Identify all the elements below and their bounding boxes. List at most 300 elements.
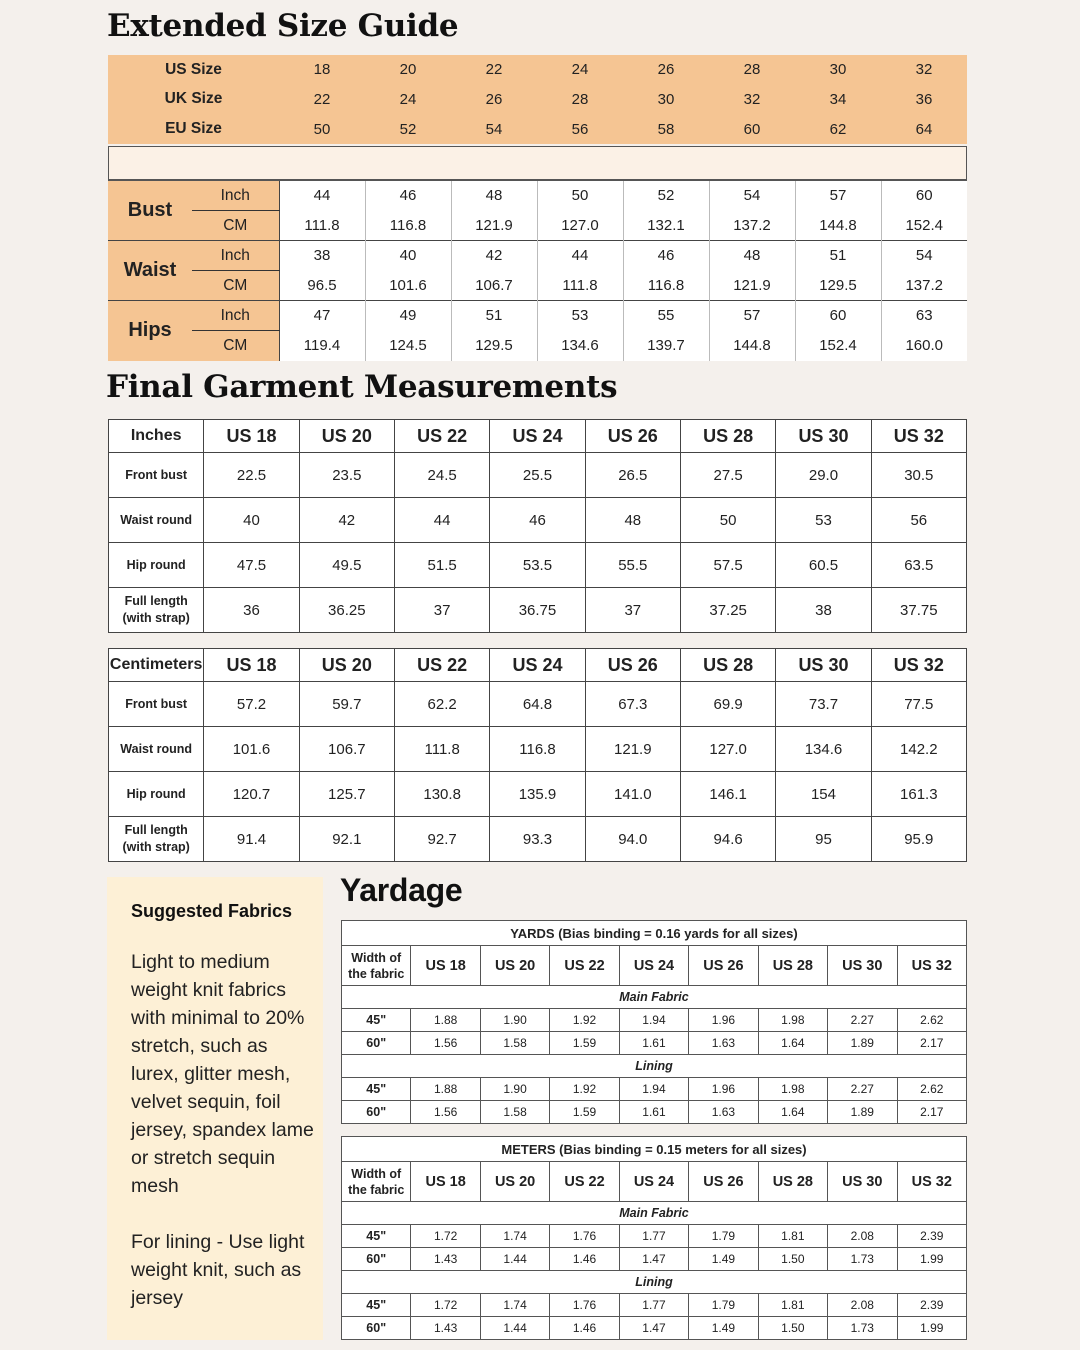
measurement-value: 130.8 [394,772,489,817]
measurement-value: 40 [204,498,299,543]
section-row [342,1202,967,1225]
measurement-value: 141.0 [585,772,680,817]
measurement-value: 50 [680,498,775,543]
size-header: US 28 [680,649,775,682]
measurement-value: 49 [365,301,451,331]
measurement-value: 37.75 [871,588,966,633]
header-line: Width of [351,1166,402,1181]
size-system-label: EU Size [165,120,222,138]
yardage-value: 1.49 [689,1248,758,1271]
fabric-width: 60" [342,1248,411,1271]
measurement-value: 60 [795,301,881,331]
yardage-value: 2.17 [897,1032,967,1055]
size-header: US 26 [689,946,758,986]
yardage-value: 1.81 [758,1225,827,1248]
size-value: 56 [571,120,589,138]
size-header: US 24 [490,649,585,682]
measurement-value: 116.8 [365,211,451,241]
yardage-row [342,1294,967,1317]
measurement-value: 46 [365,181,451,211]
size-header: US 28 [680,420,775,453]
measurement-value: 144.8 [709,331,795,361]
measurement-value: 55 [623,301,709,331]
yardage-value: 1.77 [619,1294,688,1317]
yardage-value: 1.81 [758,1294,827,1317]
size-value: 24 [571,61,589,79]
fabrics-description: Light to medium weight knit fabrics with minimal to 20% stretch, such as lurex, glitter mesh, velvet sequin, foil jersey, spandex lame or stretch sequin mesh [131,951,314,1197]
measurement-value: 146.1 [680,772,775,817]
header-row [342,946,967,986]
measurement-value: 57.5 [680,543,775,588]
yardage-value: 1.89 [828,1032,897,1055]
measurement-row [109,453,967,498]
measurement-value: 137.2 [881,271,967,301]
label-line: Waist round [120,512,193,527]
section-label: Lining [342,1055,967,1078]
yardage-value: 2.08 [828,1225,897,1248]
measurement-row [109,772,967,817]
measurement-value: 46 [490,498,585,543]
size-value: 30 [657,90,675,108]
measurement-value: 91.4 [204,817,299,862]
fabrics-title: Suggested Fabrics [131,901,293,921]
measurement-row [109,588,967,633]
measurement-label [109,588,204,633]
yardage-row [342,1225,967,1248]
size-header: US 24 [490,420,585,453]
measurement-value: 50 [537,181,623,211]
unit-label: CM [192,331,279,361]
measurement-row [108,271,967,301]
measurement-label [109,498,204,543]
measurement-value: 96.5 [279,271,365,301]
header-line: the fabric [348,966,405,981]
yardage-value: 1.56 [411,1032,480,1055]
unit-label: Inch [192,181,279,211]
measurement-value: 23.5 [299,453,394,498]
yardage-row [342,1248,967,1271]
measurement-value: 94.0 [585,817,680,862]
size-header: US 30 [776,420,871,453]
measurement-value: 25.5 [490,453,585,498]
measurement-value: 127.0 [680,727,775,772]
section-label: Lining [342,1271,967,1294]
size-header: US 32 [871,420,966,453]
yardage-value: 1.99 [897,1248,967,1271]
yardage-value: 2.62 [897,1009,967,1032]
measurement-value: 77.5 [871,682,966,727]
yardage-value: 1.77 [619,1225,688,1248]
size-header: US 22 [394,420,489,453]
measurement-value: 44 [394,498,489,543]
yardage-value: 1.46 [550,1317,619,1340]
label-line: (with strap) [122,840,190,854]
fabric-width: 45" [342,1225,411,1248]
measurement-value: 46 [623,241,709,271]
measurement-value: 37 [585,588,680,633]
measurement-value: 48 [585,498,680,543]
size-value: 50 [313,120,331,138]
measurement-value: 101.6 [365,271,451,301]
measurement-value: 54 [881,241,967,271]
yardage-value: 1.89 [828,1101,897,1124]
measurement-row [108,181,967,211]
yardage-value: 1.90 [480,1078,549,1101]
unit-label: CM [192,211,279,241]
size-value: 18 [313,61,331,79]
measurement-value: 53.5 [490,543,585,588]
fabric-width: 60" [342,1317,411,1340]
measurement-label [109,817,204,862]
measurement-value: 92.1 [299,817,394,862]
size-conversion-table [108,55,967,144]
yardage-value: 1.76 [550,1225,619,1248]
size-header: US 22 [550,1162,619,1202]
size-header: US 18 [204,420,299,453]
measurement-value: 111.8 [537,271,623,301]
label-line: Waist round [120,741,193,756]
measurement-value: 57 [709,301,795,331]
measurement-group-label: Hips [108,301,192,361]
yardage-value: 1.47 [619,1317,688,1340]
body-measurements-table [108,180,967,361]
size-row [108,85,967,115]
measurement-value: 116.8 [490,727,585,772]
yardage-value: 2.17 [897,1101,967,1124]
measurement-row [109,543,967,588]
measurement-value: 53 [776,498,871,543]
size-value: 32 [915,61,933,79]
unit-header: Centimeters [109,649,204,682]
measurement-row [108,241,967,271]
measurement-label [109,682,204,727]
size-header: US 32 [897,946,967,986]
measurement-label [109,543,204,588]
measurement-value: 132.1 [623,211,709,241]
yardage-value: 2.27 [828,1009,897,1032]
measurement-row [108,301,967,331]
size-header: US 26 [585,649,680,682]
yardage-value: 2.39 [897,1294,967,1317]
measurement-value: 137.2 [709,211,795,241]
measurement-value: 142.2 [871,727,966,772]
measurement-value: 37.25 [680,588,775,633]
measurement-row [108,331,967,361]
measurement-value: 124.5 [365,331,451,361]
section-label: Main Fabric [342,986,967,1009]
measurement-value: 121.9 [451,211,537,241]
measurement-value: 49.5 [299,543,394,588]
section-row [342,1271,967,1294]
yardage-row [342,1078,967,1101]
size-system-label: US Size [165,60,222,78]
measurement-value: 51 [795,241,881,271]
unit-label: Inch [192,301,279,331]
measurement-value: 30.5 [871,453,966,498]
yardage-value: 2.27 [828,1078,897,1101]
measurement-value: 73.7 [776,682,871,727]
yardage-value: 1.74 [480,1294,549,1317]
measurement-value: 127.0 [537,211,623,241]
yardage-value: 1.61 [619,1032,688,1055]
yardage-value: 1.98 [758,1009,827,1032]
measurement-value: 37 [394,588,489,633]
label-line: Full length [124,823,188,837]
measurement-value: 101.6 [204,727,299,772]
label-line: (with strap) [122,611,190,625]
size-header: US 20 [299,649,394,682]
yardage-value: 1.94 [619,1009,688,1032]
size-row [108,114,967,144]
size-header: US 24 [619,1162,688,1202]
measurement-row [109,682,967,727]
yardage-yards-table [341,920,967,1124]
unit-label: Inch [192,241,279,271]
measurement-value: 36.75 [490,588,585,633]
label-line: Front bust [125,467,188,482]
measurement-value: 120.7 [204,772,299,817]
size-header: US 28 [758,946,827,986]
measurement-value: 51 [451,301,537,331]
measurement-value: 56 [871,498,966,543]
yardage-value: 1.43 [411,1317,480,1340]
size-value: 62 [829,120,847,138]
size-value: 54 [485,120,503,138]
yardage-meters-table [341,1136,967,1340]
measurement-value: 27.5 [680,453,775,498]
measurement-label [109,453,204,498]
size-value: 64 [915,120,933,138]
label-line: Hip round [126,786,186,801]
header-line: Width of [351,950,402,965]
measurement-value: 44 [279,181,365,211]
final-cm-table [108,648,967,862]
measurement-value: 134.6 [776,727,871,772]
measurement-value: 57 [795,181,881,211]
yardage-value: 1.72 [411,1225,480,1248]
yardage-value: 1.79 [689,1294,758,1317]
measurement-value: 161.3 [871,772,966,817]
measurement-value: 116.8 [623,271,709,301]
measurement-value: 26.5 [585,453,680,498]
fabric-width: 45" [342,1078,411,1101]
yardage-value: 2.39 [897,1225,967,1248]
yardage-value: 1.44 [480,1317,549,1340]
measurement-value: 67.3 [585,682,680,727]
measurement-value: 94.6 [680,817,775,862]
yardage-value: 1.79 [689,1225,758,1248]
lining-description: For lining - Use light weight knit, such as jersey [131,1231,305,1309]
yardage-value: 1.99 [897,1317,967,1340]
size-header: US 20 [299,420,394,453]
measurement-value: 152.4 [881,211,967,241]
yardage-row [342,1032,967,1055]
width-header [342,1162,411,1202]
measurement-value: 93.3 [490,817,585,862]
measurement-value: 119.4 [279,331,365,361]
measurement-value: 125.7 [299,772,394,817]
yardage-value: 1.90 [480,1009,549,1032]
size-header: US 30 [828,1162,897,1202]
label-line: Full length [124,594,188,608]
measurement-value: 106.7 [451,271,537,301]
measurement-value: 160.0 [881,331,967,361]
label-line: Front bust [125,696,188,711]
measurement-value: 38 [279,241,365,271]
final-inches-table [108,419,967,633]
measurement-label [109,772,204,817]
size-header: US 18 [204,649,299,682]
size-header: US 32 [871,649,966,682]
yardage-value: 1.59 [550,1101,619,1124]
yardage-value: 1.73 [828,1317,897,1340]
yardage-value: 1.59 [550,1032,619,1055]
size-value: 26 [485,90,503,108]
yardage-value: 1.96 [689,1078,758,1101]
measurement-value: 152.4 [795,331,881,361]
size-guide-spacer [108,146,967,180]
measurement-value: 135.9 [490,772,585,817]
measurement-value: 95.9 [871,817,966,862]
yardage-value: 1.44 [480,1248,549,1271]
size-guide-title: Extended Size Guide [107,8,459,44]
yardage-value: 1.94 [619,1078,688,1101]
size-header: US 28 [758,1162,827,1202]
measurement-group-label: Waist [108,241,192,301]
yardage-caption: METERS (Bias binding = 0.15 meters for all sizes) [342,1137,967,1162]
yardage-value: 1.58 [480,1101,549,1124]
header-row [109,420,967,453]
measurement-value: 64.8 [490,682,585,727]
measurement-value: 57.2 [204,682,299,727]
measurement-value: 111.8 [279,211,365,241]
yardage-value: 1.50 [758,1248,827,1271]
header-line: the fabric [348,1182,405,1197]
yardage-value: 2.62 [897,1078,967,1101]
size-value: 26 [657,61,675,79]
header-row [109,649,967,682]
caption-row [342,1137,967,1162]
yardage-value: 1.43 [411,1248,480,1271]
unit-label: CM [192,271,279,301]
section-label: Main Fabric [342,1202,967,1225]
measurement-value: 154 [776,772,871,817]
yardage-value: 1.61 [619,1101,688,1124]
yardage-value: 1.76 [550,1294,619,1317]
yardage-value: 1.72 [411,1294,480,1317]
measurement-value: 52 [623,181,709,211]
measurement-row [109,498,967,543]
measurement-value: 60.5 [776,543,871,588]
size-header: US 22 [394,649,489,682]
yardage-title: Yardage [340,872,463,908]
measurement-value: 42 [451,241,537,271]
caption-row [342,921,967,946]
size-header: US 18 [411,1162,480,1202]
measurement-group-label: Bust [108,181,192,241]
suggested-fabrics-box [107,877,323,1340]
measurement-value: 53 [537,301,623,331]
size-value: 52 [399,120,417,138]
measurement-row [109,817,967,862]
yardage-value: 1.88 [411,1078,480,1101]
size-header: US 20 [480,946,549,986]
measurement-value: 63.5 [871,543,966,588]
measurement-value: 60 [881,181,967,211]
size-system-label: UK Size [164,90,223,108]
measurement-value: 59.7 [299,682,394,727]
measurement-value: 51.5 [394,543,489,588]
yardage-value: 1.46 [550,1248,619,1271]
size-guide [108,55,967,361]
measurement-value: 42 [299,498,394,543]
yardage-value: 2.08 [828,1294,897,1317]
measurement-value: 129.5 [795,271,881,301]
measurement-value: 106.7 [299,727,394,772]
yardage-row [342,1317,967,1340]
measurement-value: 48 [709,241,795,271]
measurement-value: 54 [709,181,795,211]
measurement-value: 22.5 [204,453,299,498]
size-value: 28 [571,90,589,108]
measurement-value: 55.5 [585,543,680,588]
size-row [108,55,967,85]
measurement-row [109,727,967,772]
section-row [342,1055,967,1078]
size-header: US 30 [776,649,871,682]
yardage-caption: YARDS (Bias binding = 0.16 yards for all sizes) [342,921,967,946]
size-value: 22 [313,90,331,108]
section-row [342,986,967,1009]
measurement-value: 40 [365,241,451,271]
measurement-value: 63 [881,301,967,331]
measurement-value: 62.2 [394,682,489,727]
fabric-width: 45" [342,1009,411,1032]
yardage-value: 1.64 [758,1032,827,1055]
measurement-value: 69.9 [680,682,775,727]
size-header: US 18 [411,946,480,986]
yardage-value: 1.63 [689,1032,758,1055]
yardage-value: 1.47 [619,1248,688,1271]
yardage-row [342,1009,967,1032]
size-value: 58 [657,120,675,138]
width-header [342,946,411,986]
size-value: 24 [399,90,417,108]
size-header: US 32 [897,1162,967,1202]
yardage-value: 1.64 [758,1101,827,1124]
yardage-value: 1.92 [550,1078,619,1101]
size-header: US 26 [585,420,680,453]
measurement-value: 36 [204,588,299,633]
final-measurements-title: Final Garment Measurements [106,369,618,405]
yardage-value: 1.58 [480,1032,549,1055]
measurement-value: 38 [776,588,871,633]
measurement-value: 47 [279,301,365,331]
measurement-value: 139.7 [623,331,709,361]
yardage-row [342,1101,967,1124]
size-value: 36 [915,90,933,108]
size-header: US 24 [619,946,688,986]
yardage-value: 1.63 [689,1101,758,1124]
yardage-value: 1.50 [758,1317,827,1340]
label-line: Hip round [126,557,186,572]
size-value: 28 [743,61,761,79]
size-header: US 20 [480,1162,549,1202]
measurement-value: 36.25 [299,588,394,633]
measurement-value: 134.6 [537,331,623,361]
yardage-value: 1.73 [828,1248,897,1271]
size-value: 60 [743,120,761,138]
